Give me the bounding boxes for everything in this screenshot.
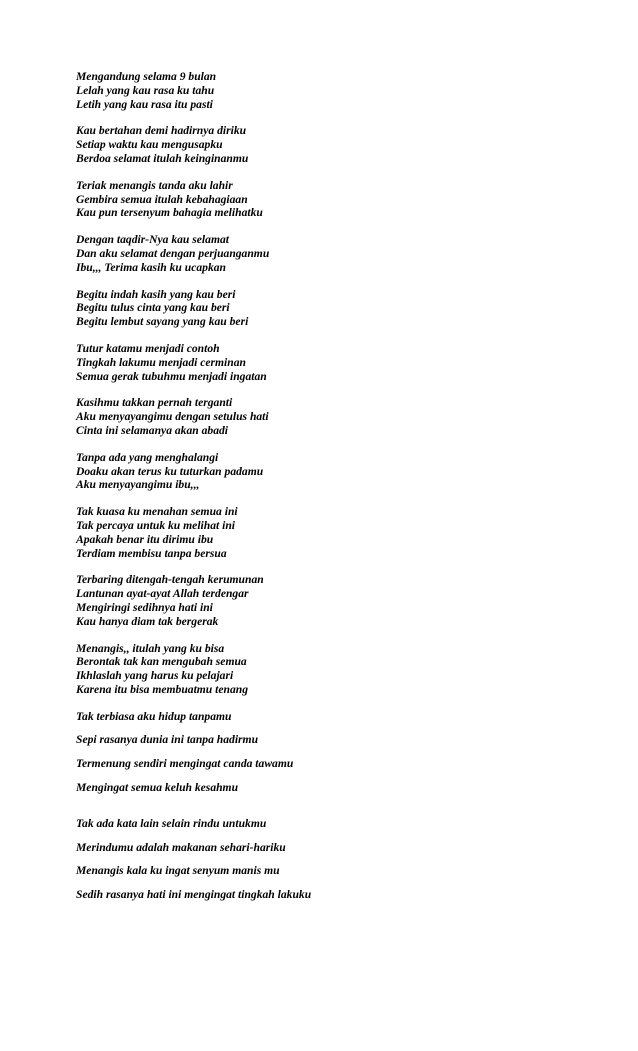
poem-line: Dan aku selamat dengan perjuanganmu: [76, 246, 270, 260]
stanza-10: [76, 573, 616, 628]
poem-line: Menangis,, itulah yang ku bisa: [76, 641, 225, 655]
poem-line: Ikhlaslah yang harus ku pelajari: [76, 669, 234, 683]
poem-line: Ibu,,, Terima kasih ku ucapkan: [76, 260, 227, 274]
poem-line: Merindumu adalah makanan sehari-hariku: [76, 840, 286, 854]
stanza-11: [76, 642, 616, 697]
stanza-12: [76, 710, 616, 795]
poem-line: Apakah benar itu dirimu ibu: [76, 532, 214, 546]
poem-line: Aku menyayangimu ibu,,,: [76, 478, 200, 492]
poem-line: Tutur katamu menjadi contoh: [76, 341, 220, 355]
stanza-1: [76, 70, 616, 111]
poem-line: Terbaring ditengah-tengah kerumunan: [76, 573, 264, 587]
poem-line: Kau bertahan demi hadirnya diriku: [76, 124, 247, 138]
poem-line: Mengingat semua keluh kesahmu: [76, 781, 239, 795]
stanza-2: [76, 124, 616, 165]
stanza-3: [76, 179, 616, 220]
poem-line: Begitu indah kasih yang kau beri: [76, 287, 236, 301]
poem-line: Lantunan ayat-ayat Allah terdengar: [76, 587, 249, 601]
poem-line: Tak terbiasa aku hidup tanpamu: [76, 709, 232, 723]
stanza-4: [76, 233, 616, 274]
poem-line: Termenung sendiri mengingat canda tawamu: [76, 757, 294, 771]
stanza-5: [76, 288, 616, 329]
poem-line: Karena itu bisa membuatmu tenang: [76, 682, 249, 696]
poem-line: Sedih rasanya hati ini mengingat tingkah lakuku: [76, 888, 312, 902]
poem-line: Aku menyayangimu dengan setulus hati: [76, 410, 269, 424]
poem-line: Terdiam membisu tanpa bersua: [76, 546, 227, 560]
poem-line: Berontak tak kan mengubah semua: [76, 655, 247, 669]
poem-line: Cinta ini selamanya akan abadi: [76, 423, 229, 437]
poem-line: Setiap waktu kau mengusapku: [76, 138, 223, 152]
poem-line: Tingkah lakumu menjadi cerminan: [76, 355, 246, 369]
poem-line: Mengiringi sedihnya hati ini: [76, 600, 213, 614]
poem-line: Doaku akan terus ku tuturkan padamu: [76, 464, 264, 478]
poem-line: Tak ada kata lain selain rindu untukmu: [76, 816, 267, 830]
poem-line: Kasihmu takkan pernah terganti: [76, 396, 233, 410]
poem-line: Tak kuasa ku menahan semua ini: [76, 505, 238, 519]
poem-line: Berdoa selamat itulah keinginanmu: [76, 151, 249, 165]
poem-line: Tanpa ada yang menghalangi: [76, 450, 219, 464]
stanza-7: [76, 396, 616, 437]
stanza-6: [76, 342, 616, 383]
poem-page: [76, 70, 616, 915]
stanza-9: [76, 505, 616, 560]
poem-line: Kau pun tersenyum bahagia melihatku: [76, 206, 263, 220]
poem-line: Lelah yang kau rasa ku tahu: [76, 83, 215, 97]
poem-line: Mengandung selama 9 bulan: [76, 70, 217, 83]
poem-line: Dengan taqdir-Nya kau selamat: [76, 233, 229, 247]
poem-line: Kau hanya diam tak bergerak: [76, 614, 219, 628]
poem-line: Letih yang kau rasa itu pasti: [76, 97, 213, 111]
stanza-8: [76, 451, 616, 492]
poem-line: Begitu lembut sayang yang kau beri: [76, 315, 249, 329]
poem-line: Semua gerak tubuhmu menjadi ingatan: [76, 369, 267, 383]
poem-line: Gembira semua itulah kebahagiaan: [76, 192, 248, 206]
poem-line: Tak percaya untuk ku melihat ini: [76, 518, 236, 532]
poem-line: Teriak menangis tanda aku lahir: [76, 178, 233, 192]
poem-line: Begitu tulus cinta yang kau beri: [76, 301, 230, 315]
poem-line: Menangis kala ku ingat senyum manis mu: [76, 864, 280, 878]
stanza-13: [76, 817, 616, 902]
poem-line: Sepi rasanya dunia ini tanpa hadirmu: [76, 733, 259, 747]
